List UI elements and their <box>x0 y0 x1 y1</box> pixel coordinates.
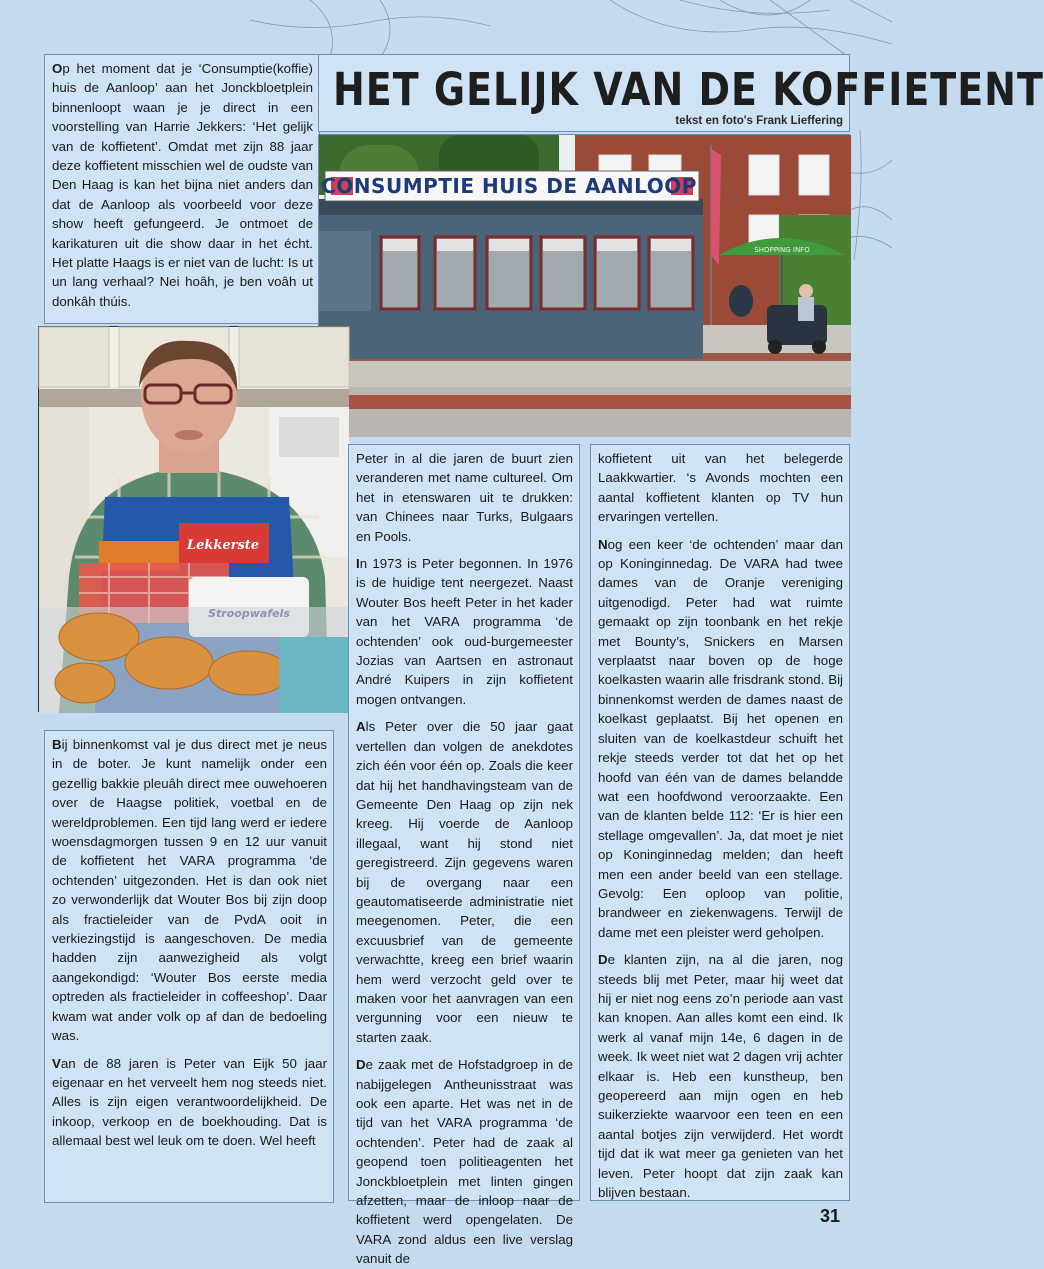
shop-sign-text: CONSUMPTIE HUIS DE AANLOOP <box>321 174 697 198</box>
paragraph: Als Peter over die 50 jaar gaat vertellen dan volgen de anekdotes zich één voor één op. Zoals die keer dat hij het handhavingsteam van de Gemeente Den Haag op zijn nek kreeg. Hij voerde de Aanloop illegaal, want hij stond niet geregistreerd. Zijn gegevens waren bij de overgang naar een geautomatiseerde administratie niet meegenomen. Peter, die een excuusbrief van de gemeente verwachtte, kreeg een brief waarin hem werd verzocht geld over te maken voor het aanvragen van een vergunning voor een nieuw te starten zaak. <box>356 719 573 1045</box>
text-column-2 <box>348 444 580 1267</box>
initial-letter: B <box>52 737 62 752</box>
intro-text-box <box>44 54 320 324</box>
photo-koffietent-exterior <box>318 134 850 436</box>
initial-letter: D <box>356 1057 366 1073</box>
intro-paragraph: Op het moment dat je ‘Consumptie(koffie) huis de Aanloop’ aan het Jonckbloetplein binnenloopt waan je je direct in een voorstelling van Harrie Jekkers: ‘Het gelijk van de koffietent’. Omdat met zijn 88 jaar deze koffietent misschien wel de oudste van Den Haag is kan het bijna niet anders dan dat de Aanloop als voorbeeld voor deze show heeft gefungeerd. Je ontmoet de karikaturen uit die show daar in het écht. Het platte Haags is er niet van de lucht: Is ut un lang verhaal? Nei hoâh, je ben voâh ut donkâh thúis. <box>52 61 313 309</box>
initial-letter: D <box>598 952 608 968</box>
paragraph: In 1973 is Peter begonnen. In 1976 is de huidige tent neergezet. Naast Wouter Bos heeft Peter in het kader van het VARA programma ‘de ochtenden’ ook oud-burgemeester Jozias van Aartsen en astronaut André Kuipers in zijn koffietent mogen ontvangen. <box>356 556 573 707</box>
package-label-lekkerste: Lekkerste <box>186 538 260 553</box>
initial-letter: O <box>52 61 63 76</box>
paragraph: Nog een keer ‘de ochtenden’ maar dan op Koninginnedag. De VARA had twee dames van de Oranje vereniging uitgenodigd. Peter had wat ruimte gemaakt op zijn toonbank en het rekje met Bounty’s, Snickers en Marsen verplaatst naar boven op de hoge koelkasten waarin alle frisdrank stond. Bij binnenkomst werden de dames naast de koelkast geplaatst. Bij het openen en sluiten van de koelkastdeur schuift het rekje steeds verder tot dat het op het hoofd van één van de dames belandde wat een hoofdwond veroorzaakte. Een van de klanten belde 112: ‘Er is hier een stellage omgevallen’. Ja, dat moet je niet op Koninginnedag melden; dan heeft men een ander beeld van een stellage. Gevolg: Een oploop van politie, brandweer en ziekenwagens. Terwijl de dame met een pleister werd geholpen. <box>598 536 843 940</box>
paragraph: De klanten zijn, na al die jaren, nog steeds blij met Peter, maar hij weet dat hij er niet nog eens zo’n periode aan vast kan knopen. Aan alles komt een eind. Ik werk al vanaf mijn 14e, 6 dagen in de week. Ik weet niet wat 2 dagen vrij achter elkaar is. Heb een kunstheup, ben geopereerd aan mijn ogen en heb suikerziekte waarvoor een teen en een aantal botjes zijn verwijderd. Het wordt tijd dat ik wat meer ga genieten van het leven. Peter hoopt dat zijn zaak kan blijven bestaan. <box>598 952 843 1201</box>
paragraph: Van de 88 jaren is Peter van Eijk 50 jaar eigenaar en het verveelt hem nog steeds niet. Alles is zijn eigen verantwoordelijkheid. De inkoop, verkoop en de boekhouding. Dat is allemaal best wel leuk om te doen. Wel heeft <box>52 1055 327 1149</box>
title-banner <box>318 54 1044 132</box>
paragraph: Peter in al die jaren de buurt zien veranderen met name cultureel. Om het in etenswaren uit te drukken: van Chinees naar Turks, Bulgaars en Pools. <box>356 451 573 544</box>
initial-letter: N <box>598 536 608 552</box>
paragraph: Bij binnenkomst val je dus direct met je neus in de boter. Je kunt namelijk onder een gezellig bakkie pleuâh direct mee ouwehoeren over de Haagse politiek, voetbal en de wereldproblemen. Een tijd lang werd er iedere woensdagmorgen tussen 9 en 12 uur vanuit de koffietent het VARA programma ‘de ochtenden’ uitgezonden. Het is dan ook niet zo verwonderlijk dat Wouter Bos bij zijn doop als fractieleider van de PvdA ooit in verkiezingstijd is aangeschoven. De media hadden zijn aanwezigheid als volgt aangekondigd: ‘Wouter Bos eerste media optreden als fractieleider in coffeeshop’. Daar kwam wat ander volk op af dan de bedoeling was. <box>52 737 327 1044</box>
article-credit: tekst en foto's Frank Lieffering <box>675 115 843 127</box>
page-number: 31 <box>819 1206 840 1226</box>
initial-letter: I <box>356 556 360 572</box>
umbrella-text: SHOPPING INFO <box>754 246 810 254</box>
text-column-1 <box>44 730 334 1203</box>
initial-letter: A <box>356 719 366 735</box>
paragraph: De zaak met de Hofstadgroep in de nabijgelegen Antheunisstraat was ook een aparte. Het was net in de tijd van het VARA programma ‘de ochtenden’. Peter had de zaak al geopend toen politieagenten het Jonckbloetplein met linten gingen afzetten, maar de inloop naar de koffietent werd opengelaten. De VARA zond aldus een live verslag vanuit de <box>356 1057 573 1267</box>
cobweb-decoration-top <box>250 0 892 60</box>
text-column-3 <box>590 444 850 1201</box>
initial-letter: V <box>52 1055 61 1071</box>
paragraph: koffietent uit van het belegerde Laakkwartier. ‘s Avonds mochten een aantal koffietent klanten op TV hun ervaringen vertellen. <box>598 451 843 525</box>
article-title: HET GELIJK VAN DE KOFFIETENT <box>333 63 1044 116</box>
photo-peter-van-eijk <box>38 326 348 712</box>
